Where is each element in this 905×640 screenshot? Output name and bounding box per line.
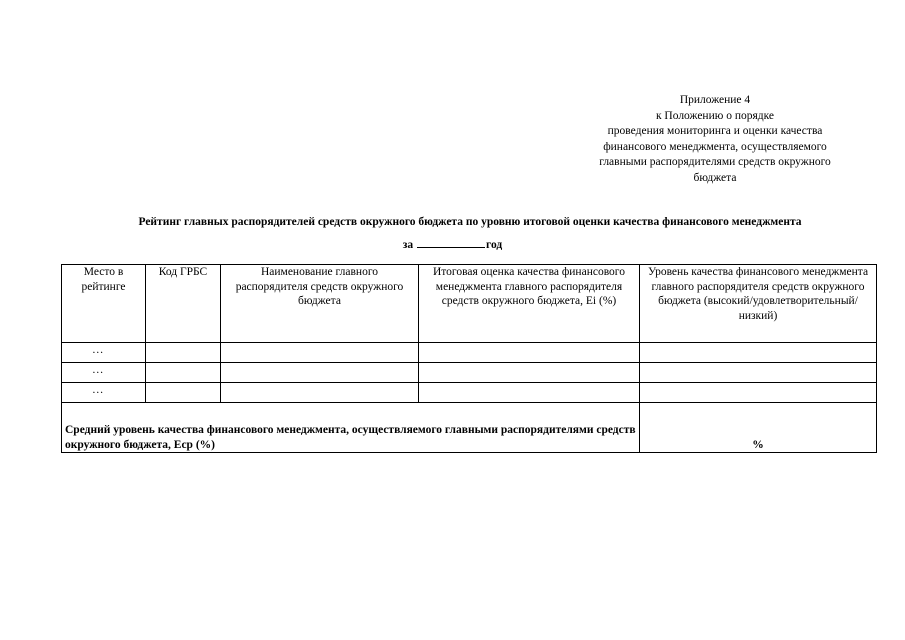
cell-grbs-code [146, 343, 221, 363]
appendix-line: проведения мониторинга и оценки качества [607, 125, 823, 137]
cell-grbs-name [221, 363, 419, 383]
period-line [0, 236, 905, 251]
cell-quality-level [640, 343, 877, 363]
table-row [62, 383, 877, 403]
cell-quality-level [640, 363, 877, 383]
cell-grbs-name [221, 383, 419, 403]
appendix-line: финансового менеджмента, осуществляемого [603, 140, 827, 153]
appendix-note [560, 93, 870, 186]
appendix-line: Приложение 4 [679, 94, 751, 106]
total-value: % [640, 403, 877, 453]
cell-rank: … [62, 383, 146, 403]
header-quality-level: Уровень качества финансового менеджмента главного распорядителя средств окружного бюджета (высокий/удовлетворительный/низкий) [640, 265, 877, 343]
rating-table [61, 264, 877, 453]
total-label: Средний уровень качества финансового менеджмента, осуществляемого главными распорядителями средств окружного бюджета, Eср (%) [62, 403, 640, 453]
cell-rank: … [62, 343, 146, 363]
cell-rank: … [62, 363, 146, 383]
table-header-row [62, 265, 877, 343]
period-suffix: год [486, 239, 503, 251]
table-row [62, 363, 877, 383]
header-rank: Место в рейтинге [62, 265, 146, 343]
header-final-score: Итоговая оценка качества финансового менеджмента главного распорядителя средств окружного бюджета, Ei (%) [419, 265, 640, 343]
cell-final-score [419, 383, 640, 403]
cell-final-score [419, 343, 640, 363]
cell-grbs-code [146, 363, 221, 383]
cell-quality-level [640, 383, 877, 403]
table-row [62, 343, 877, 363]
cell-grbs-code [146, 383, 221, 403]
header-grbs-name: Наименование главного распорядителя средств окружного бюджета [221, 265, 419, 343]
document-title: Рейтинг главных распорядителей средств окружного бюджета по уровню итоговой оценки качества финансового менеджмента [138, 216, 802, 228]
appendix-line: к Положению о порядке [655, 109, 775, 122]
appendix-line: главными распорядителями средств окружного [599, 156, 831, 168]
header-grbs-code: Код ГРБС [146, 265, 221, 343]
period-prefix: за [402, 239, 414, 251]
cell-grbs-name [221, 343, 419, 363]
table-total-row [62, 403, 877, 453]
cell-final-score [419, 363, 640, 383]
appendix-line: бюджета [693, 171, 737, 184]
period-blank [417, 236, 485, 248]
